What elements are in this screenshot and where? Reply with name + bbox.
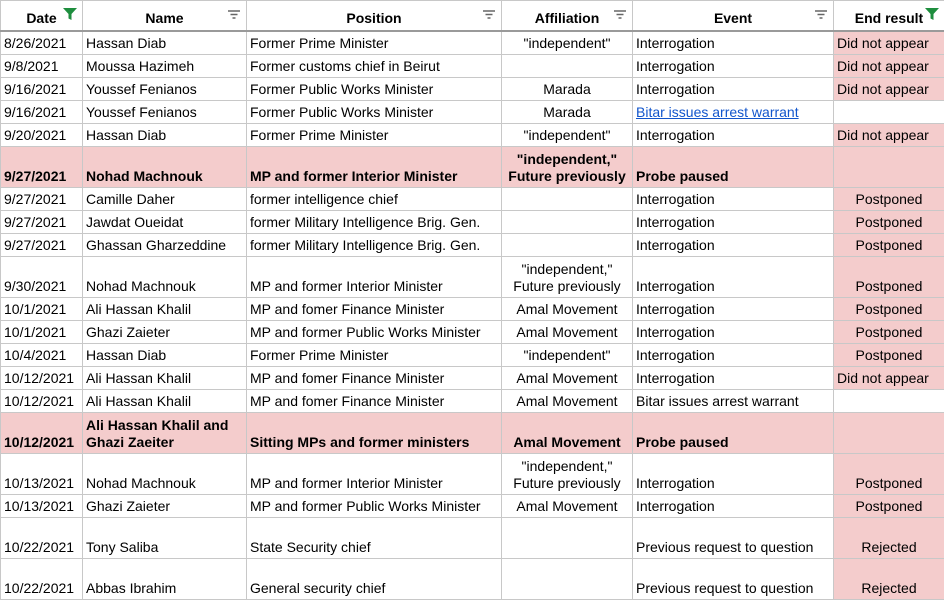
cell-position[interactable]: General security chief <box>247 558 502 599</box>
header-row <box>1 1 944 32</box>
table-row <box>1 100 944 123</box>
cell-name[interactable]: Nohad Machnouk <box>83 146 247 187</box>
header-date-label: Date <box>26 10 57 26</box>
cell-result[interactable]: Postponed <box>834 453 944 494</box>
cell-name[interactable]: Ghazi Zaieter <box>83 494 247 517</box>
cell-result[interactable]: Did not appear <box>834 31 944 54</box>
cell-result[interactable]: Postponed <box>834 297 944 320</box>
cell-date[interactable]: 9/16/2021 <box>1 100 83 123</box>
cell-event[interactable]: Bitar issues arrest warrant <box>633 389 834 412</box>
cell-position[interactable]: MP and fomer Finance Minister <box>247 297 502 320</box>
cell-affiliation[interactable] <box>502 558 633 599</box>
cell-date[interactable]: 8/26/2021 <box>1 31 83 54</box>
funnel-filled-icon[interactable] <box>924 7 940 21</box>
cell-event[interactable] <box>633 100 834 123</box>
cell-position[interactable]: former Military Intelligence Brig. Gen. <box>247 233 502 256</box>
cell-event[interactable]: Interrogation <box>633 77 834 100</box>
cell-name[interactable]: Ali Hassan Khalil <box>83 297 247 320</box>
table-row <box>1 31 944 54</box>
cell-event[interactable]: Previous request to question <box>633 558 834 599</box>
affiliation-line-2: Future previously <box>513 474 621 491</box>
cell-name[interactable] <box>83 412 247 453</box>
filter-lines-icon[interactable] <box>612 7 628 21</box>
cell-affiliation[interactable]: Amal Movement <box>502 366 633 389</box>
header-name-label: Name <box>145 10 184 26</box>
cell-affiliation[interactable] <box>502 54 633 77</box>
cell-position[interactable]: Former Public Works Minister <box>247 77 502 100</box>
cell-date[interactable]: 10/13/2021 <box>1 453 83 494</box>
cell-event[interactable]: Interrogation <box>633 187 834 210</box>
cell-position[interactable]: former intelligence chief <box>247 187 502 210</box>
cell-event[interactable]: Probe paused <box>633 412 834 453</box>
cell-affiliation[interactable]: Amal Movement <box>502 297 633 320</box>
affiliation-line-2: Future previously <box>513 277 621 294</box>
cell-affiliation[interactable]: Amal Movement <box>502 320 633 343</box>
cell-result[interactable]: Postponed <box>834 343 944 366</box>
cell-name[interactable]: Tony Saliba <box>83 517 247 558</box>
cell-name[interactable]: Moussa Hazimeh <box>83 54 247 77</box>
table-row-highlighted <box>1 412 944 453</box>
cell-result[interactable]: Rejected <box>834 558 944 599</box>
cell-name[interactable]: Ghazi Zaieter <box>83 320 247 343</box>
cell-date[interactable]: 10/12/2021 <box>1 366 83 389</box>
cell-event[interactable]: Interrogation <box>633 54 834 77</box>
cell-date[interactable]: 10/1/2021 <box>1 297 83 320</box>
header-result[interactable] <box>834 1 944 32</box>
cell-date[interactable]: 10/12/2021 <box>1 389 83 412</box>
cell-date[interactable]: 9/16/2021 <box>1 77 83 100</box>
cell-event[interactable]: Previous request to question <box>633 517 834 558</box>
cell-event[interactable]: Interrogation <box>633 320 834 343</box>
cell-affiliation[interactable]: Amal Movement <box>502 389 633 412</box>
affiliation-line-2: Future previously <box>508 167 626 184</box>
cell-name[interactable]: Nohad Machnouk <box>83 453 247 494</box>
cell-position[interactable]: Former Prime Minister <box>247 343 502 366</box>
cell-event[interactable]: Interrogation <box>633 366 834 389</box>
table-row <box>1 123 944 146</box>
cell-event[interactable]: Interrogation <box>633 233 834 256</box>
cell-event[interactable]: Interrogation <box>633 494 834 517</box>
cell-date[interactable]: 9/30/2021 <box>1 256 83 297</box>
cell-result[interactable]: Postponed <box>834 233 944 256</box>
cell-position[interactable]: MP and former Interior Minister <box>247 256 502 297</box>
cell-affiliation[interactable]: "independent" <box>502 343 633 366</box>
cell-date[interactable]: 10/4/2021 <box>1 343 83 366</box>
cell-affiliation[interactable]: Marada <box>502 77 633 100</box>
cell-name[interactable]: Ali Hassan Khalil <box>83 366 247 389</box>
cell-date[interactable]: 9/27/2021 <box>1 187 83 210</box>
cell-position[interactable]: Former Prime Minister <box>247 123 502 146</box>
cell-event[interactable]: Interrogation <box>633 123 834 146</box>
cell-date[interactable]: 10/12/2021 <box>1 412 83 453</box>
cell-position[interactable]: former Military Intelligence Brig. Gen. <box>247 210 502 233</box>
cell-affiliation[interactable] <box>502 453 633 494</box>
cell-affiliation[interactable]: Amal Movement <box>502 494 633 517</box>
affiliation-line-1: "independent," <box>516 150 618 167</box>
cell-result[interactable] <box>834 412 944 453</box>
cell-date[interactable]: 9/27/2021 <box>1 210 83 233</box>
cell-affiliation[interactable] <box>502 517 633 558</box>
cell-event[interactable]: Probe paused <box>633 146 834 187</box>
cell-name[interactable]: Hassan Diab <box>83 343 247 366</box>
header-position[interactable] <box>247 1 502 32</box>
arrest-warrant-link[interactable]: Bitar issues arrest warrant <box>636 103 799 120</box>
cell-date[interactable]: 9/20/2021 <box>1 123 83 146</box>
affiliation-line-1: "independent," <box>521 457 613 474</box>
table-row <box>1 77 944 100</box>
cell-name[interactable]: Ghassan Gharzeddine <box>83 233 247 256</box>
name-line-2: Ghazi Zaeiter <box>86 433 174 450</box>
cell-position[interactable]: MP and former Public Works Minister <box>247 320 502 343</box>
cell-affiliation[interactable]: Amal Movement <box>502 412 633 453</box>
cell-result[interactable]: Postponed <box>834 210 944 233</box>
cell-result[interactable]: Did not appear <box>834 77 944 100</box>
cell-affiliation[interactable]: Marada <box>502 100 633 123</box>
cell-result[interactable] <box>834 389 944 412</box>
cell-affiliation[interactable] <box>502 233 633 256</box>
table-row <box>1 54 944 77</box>
table-row <box>1 297 944 320</box>
table-row <box>1 343 944 366</box>
cell-position[interactable]: MP and fomer Finance Minister <box>247 366 502 389</box>
filter-lines-icon[interactable] <box>481 7 497 21</box>
cell-position[interactable]: State Security chief <box>247 517 502 558</box>
cell-name[interactable]: Hassan Diab <box>83 31 247 54</box>
cell-position[interactable]: Former Public Works Minister <box>247 100 502 123</box>
cell-position[interactable]: Former Prime Minister <box>247 31 502 54</box>
cell-result[interactable] <box>834 100 944 123</box>
filter-lines-icon[interactable] <box>226 7 242 21</box>
cell-name[interactable]: Abbas Ibrahim <box>83 558 247 599</box>
table-row <box>1 256 944 297</box>
cell-result[interactable]: Did not appear <box>834 54 944 77</box>
cell-result[interactable]: Rejected <box>834 517 944 558</box>
filter-lines-icon[interactable] <box>813 7 829 21</box>
table-row <box>1 320 944 343</box>
cell-position[interactable]: MP and former Interior Minister <box>247 146 502 187</box>
cell-name[interactable]: Camille Daher <box>83 187 247 210</box>
cell-position[interactable]: Sitting MPs and former ministers <box>247 412 502 453</box>
header-affiliation-label: Affiliation <box>534 10 600 26</box>
table-row <box>1 558 944 599</box>
cell-name[interactable]: Hassan Diab <box>83 123 247 146</box>
cell-affiliation[interactable] <box>502 210 633 233</box>
cell-date[interactable]: 9/27/2021 <box>1 233 83 256</box>
cell-position[interactable]: MP and former Interior Minister <box>247 453 502 494</box>
cell-date[interactable]: 10/22/2021 <box>1 517 83 558</box>
table-row <box>1 233 944 256</box>
cell-name[interactable]: Jawdat Oueidat <box>83 210 247 233</box>
header-event-label: Event <box>713 10 753 26</box>
cell-name[interactable]: Youssef Fenianos <box>83 100 247 123</box>
cell-date[interactable]: 10/22/2021 <box>1 558 83 599</box>
header-date[interactable] <box>1 1 83 32</box>
header-result-label: End result <box>854 10 924 26</box>
funnel-filled-icon[interactable] <box>62 7 78 21</box>
cell-date[interactable]: 9/27/2021 <box>1 146 83 187</box>
name-line-1: Ali Hassan Khalil and <box>86 416 229 433</box>
cell-event[interactable]: Interrogation <box>633 256 834 297</box>
table-row <box>1 453 944 494</box>
cell-affiliation[interactable] <box>502 256 633 297</box>
cell-event[interactable]: Interrogation <box>633 297 834 320</box>
table-row <box>1 517 944 558</box>
table-row <box>1 494 944 517</box>
cell-event[interactable]: Interrogation <box>633 210 834 233</box>
cell-position[interactable]: MP and former Public Works Minister <box>247 494 502 517</box>
affiliation-line-1: "independent," <box>521 260 613 277</box>
cell-date[interactable]: 10/13/2021 <box>1 494 83 517</box>
cell-result[interactable] <box>834 146 944 187</box>
cell-result[interactable]: Did not appear <box>834 123 944 146</box>
table-row <box>1 366 944 389</box>
cell-event[interactable]: Interrogation <box>633 31 834 54</box>
header-affiliation[interactable] <box>502 1 633 32</box>
cell-event[interactable]: Interrogation <box>633 343 834 366</box>
cell-date[interactable]: 9/8/2021 <box>1 54 83 77</box>
cell-name[interactable]: Nohad Machnouk <box>83 256 247 297</box>
cell-event[interactable]: Interrogation <box>633 453 834 494</box>
cell-result[interactable]: Postponed <box>834 187 944 210</box>
cell-name[interactable]: Youssef Fenianos <box>83 77 247 100</box>
header-name[interactable] <box>83 1 247 32</box>
cell-date[interactable]: 10/1/2021 <box>1 320 83 343</box>
cell-result[interactable]: Did not appear <box>834 366 944 389</box>
cell-affiliation[interactable]: "independent" <box>502 123 633 146</box>
cell-result[interactable]: Postponed <box>834 494 944 517</box>
header-position-label: Position <box>346 10 402 26</box>
cell-name[interactable]: Ali Hassan Khalil <box>83 389 247 412</box>
table-row <box>1 389 944 412</box>
cell-position[interactable]: MP and fomer Finance Minister <box>247 389 502 412</box>
header-event[interactable] <box>633 1 834 32</box>
table-row <box>1 210 944 233</box>
cell-affiliation[interactable] <box>502 187 633 210</box>
table-row-highlighted <box>1 146 944 187</box>
cell-result[interactable]: Postponed <box>834 320 944 343</box>
cell-result[interactable]: Postponed <box>834 256 944 297</box>
cell-affiliation[interactable] <box>502 146 633 187</box>
cell-affiliation[interactable]: "independent" <box>502 31 633 54</box>
cell-position[interactable]: Former customs chief in Beirut <box>247 54 502 77</box>
table-row <box>1 187 944 210</box>
